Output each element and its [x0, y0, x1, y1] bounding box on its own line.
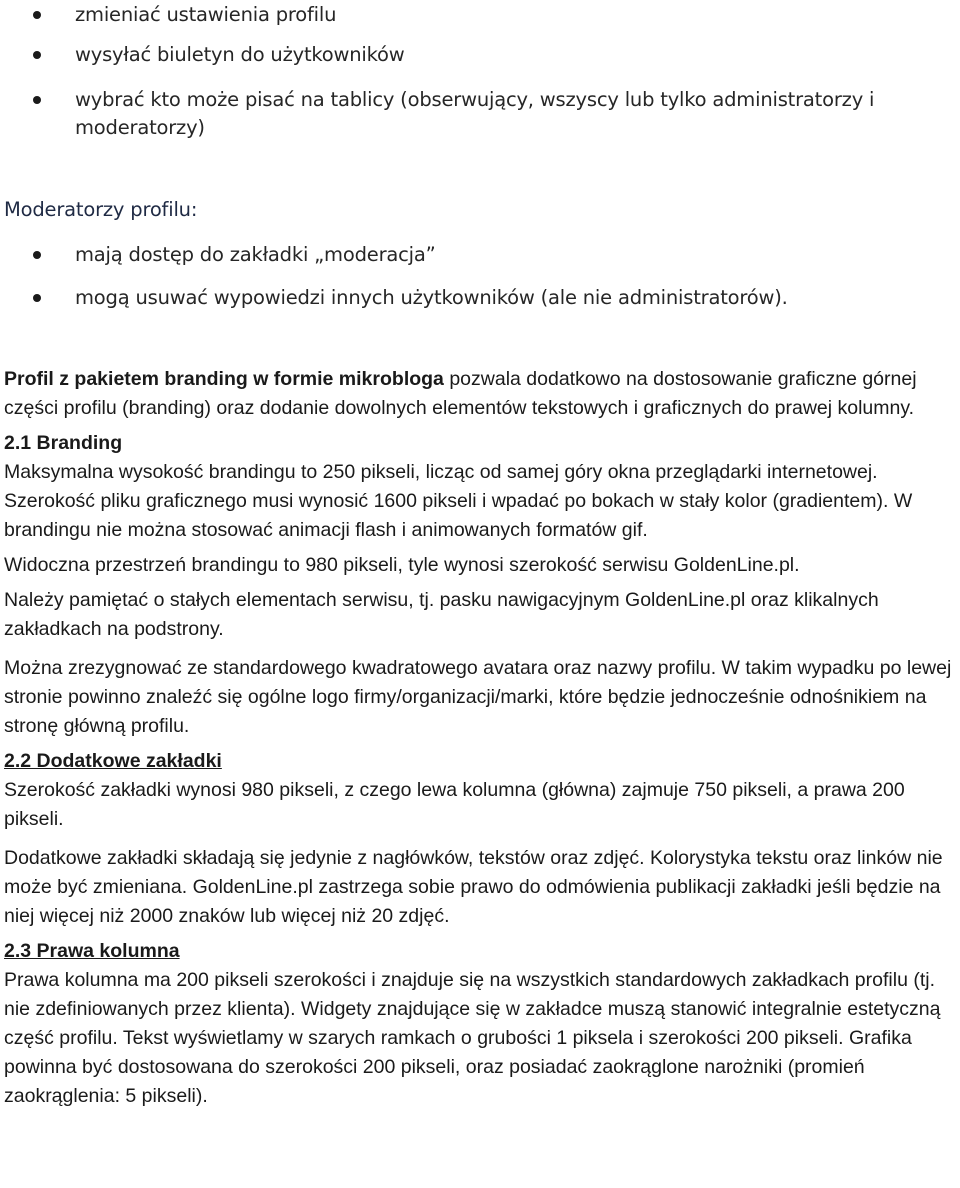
bullet-icon: [33, 51, 41, 59]
moderators-heading: Moderatorzy profilu:: [4, 198, 198, 221]
document-body: [4, 365, 960, 1111]
intro-text: pozwala dodatkowo na dostosowanie graficzne górnej części profilu (branding) oraz dodanie dowolnych elementów tekstowych i graficznych do prawej kolumny.: [4, 368, 917, 419]
bullet-icon: [33, 294, 41, 302]
intro-bold: Profil z pakietem branding w formie mikrobloga: [4, 368, 444, 390]
paragraph: Należy pamiętać o stałych elementach serwisu, tj. pasku nawigacyjnym GoldenLine.pl oraz klikalnych zakładkach na podstrony.: [4, 589, 879, 640]
section-heading-tabs: 2.2 Dodatkowe zakładki: [4, 750, 222, 772]
paragraph: Maksymalna wysokość brandingu to 250 pikseli, licząc od samej góry okna przeglądarki internetowej. Szerokość pliku graficznego musi wynosić 1600 pikseli i wpadać po bokach w stały kolor (gradientem). W brandingu nie można stosować animacji flash i animowanych formatów gif.: [4, 461, 913, 541]
paragraph: Prawa kolumna ma 200 pikseli szerokości i znajduje się na wszystkich standardowych zakładkach profilu (tj. nie zdefiniowanych przez klienta). Widgety znajdujące się w zakładce muszą stanowić integralnie estetyczną część profilu. Tekst wyświetlamy w szarych ramkach o grubości 1 piksela i szerokości 200 pikseli. Grafika powinna być dostosowana do szerokości 200 pikseli, oraz posiadać zaokrąglone narożniki (promień zaokrąglenia: 5 pikseli).: [4, 969, 941, 1107]
paragraph: Dodatkowe zakładki składają się jedynie z nagłówków, tekstów oraz zdjęć. Kolorystyka tekstu oraz linków nie może być zmieniana. GoldenLine.pl zastrzega sobie prawo do odmówienia publikacji zakładki jeśli będzie na niej więcej niż 2000 znaków lub więcej niż 20 zdjęć.: [4, 847, 943, 927]
section-heading-branding: 2.1 Branding: [4, 432, 123, 454]
bullet-icon: [33, 11, 41, 19]
bullet-icon: [33, 96, 41, 104]
intro-paragraph: [4, 365, 960, 423]
paragraph: Szerokość zakładki wynosi 980 pikseli, z czego lewa kolumna (główna) zajmuje 750 pikseli, a prawa 200 pikseli.: [4, 779, 905, 830]
section-heading-right-column: 2.3 Prawa kolumna: [4, 940, 180, 962]
bullet-icon: [33, 251, 41, 259]
paragraph: Można zrezygnować ze standardowego kwadratowego avatara oraz nazwy profilu. W takim wypadku po lewej stronie powinno znaleźć się ogólne logo firmy/organizacji/marki, które będzie jednocześnie odnośnikiem na stronę główną profilu.: [4, 657, 952, 737]
paragraph: Widoczna przestrzeń brandingu to 980 pikseli, tyle wynosi szerokość serwisu GoldenLine.pl.: [4, 554, 800, 576]
